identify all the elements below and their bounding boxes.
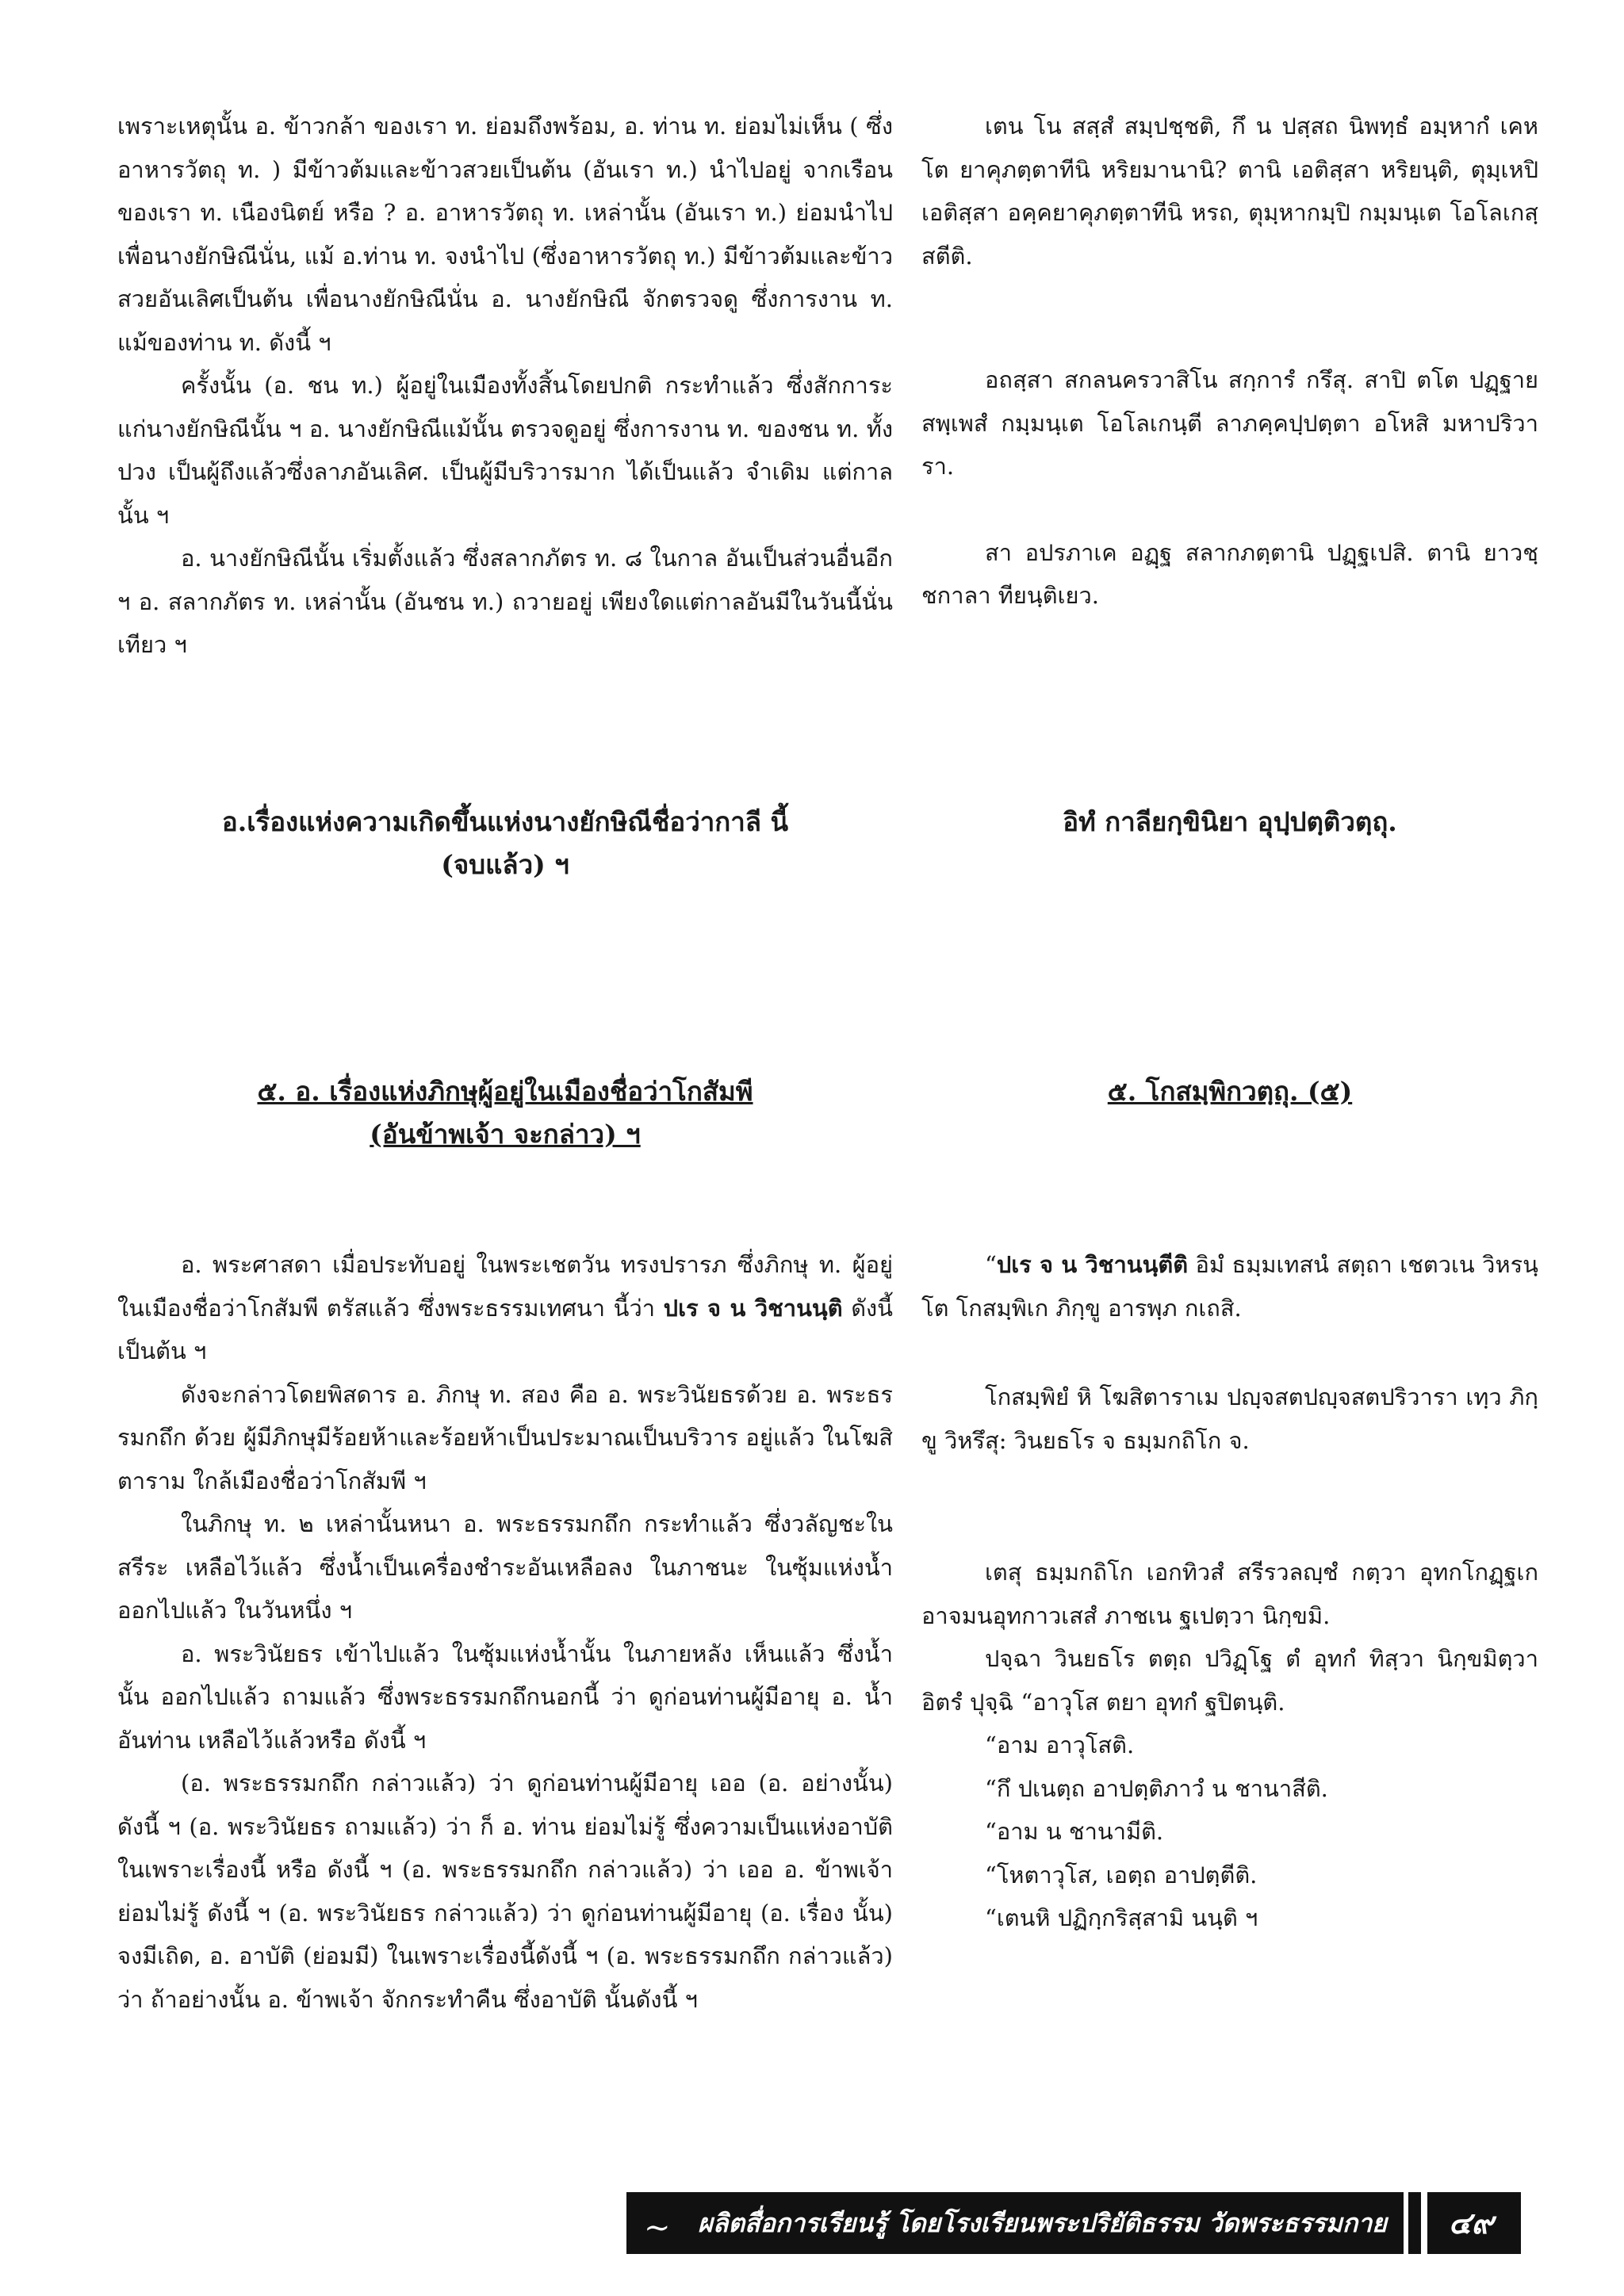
- left-column-bottom: [117, 1243, 893, 2021]
- dialogue-line: “เตนหิ ปฏิกฺกริสฺสามิ นนฺติ ฯ: [985, 1904, 1258, 1931]
- dialogue-line: “อาม อาวุโสติ.: [985, 1732, 1135, 1758]
- page-number: ๔๙: [1448, 2205, 1494, 2241]
- right-paragraph: โกสมฺพิยํ หิ โฆสิตาราเม ปญฺจสตปญฺจสตปริวารา เทฺว ภิกฺขู วิหรึสุ: วินยธโร จ ธมฺมกถิโก จ.: [921, 1383, 1538, 1454]
- swirl-icon: ∼: [644, 2210, 671, 2246]
- left-paragraph: ครั้งนั้น (อ. ชน ท.) ผู้อยู่ในเมืองทั้งสิ้นโดยปกติ กระทำแล้ว ซึ่งสักการะ แก่นางยักษิณีนั้น ฯ อ. นางยักษิณีแม้นั้น ตรวจดูอยู่ ซึ่งการงาน ท. ของชน ท. ทั้งปวง เป็นผู้ถึงแล้วซึ่งลาภอันเลิศ. เป็นผู้มีบริวารมาก ได้เป็นแล้ว จำเดิม แต่กาลนั้น ฯ: [117, 372, 893, 529]
- pali-story-end-heading: [921, 801, 1538, 844]
- heading-line: (จบแล้ว) ฯ: [441, 849, 569, 880]
- left-paragraph: เพราะเหตุนั้น อ. ข้าวกล้า ของเรา ท. ย่อมถึงพร้อม, อ. ท่าน ท. ย่อมไม่เห็น ( ซึ่งอาหารวัตถุ ท. ) มีข้าวต้มและข้าวสวยเป็นต้น (อันเรา ท.) นำไปอยู่ จากเรือน ของเรา ท. เนืองนิตย์ หรือ ? อ. อาหารวัตถุ ท. เหล่านั้น (อันเรา ท.) ย่อมนำไป เพื่อนางยักษิณีนั่น, แม้ อ.ท่าน ท. จงนำไป (ซึ่งอาหารวัตถุ ท.) มีข้าวต้มและข้าวสวยอันเลิศเป็นต้น เพื่อนางยักษิณีนั่น อ. นางยักษิณี จักตรวจดู ซึ่งการงาน ท. แม้ของท่าน ท. ดังนี้ ฯ: [117, 113, 893, 356]
- right-column-top: [921, 105, 1538, 618]
- left-paragraph: ในภิกษุ ท. ๒ เหล่านั้นหนา อ. พระธรรมกถึก กระทำแล้ว ซึ่งวลัญชะในสรีระ เหลือไว้แล้ว ซึ่งน้ำเป็นเครื่องชำระอันเหลือลง ในภาชนะ ในซุ้มแห่งน้ำ ออกไปแล้ว ในวันหนึ่ง ฯ: [117, 1510, 893, 1624]
- right-paragraph: เตน โน สสฺสํ สมฺปชฺชติ, กึ น ปสฺสถ นิพทฺธํ อมฺหากํ เคหโต ยาคุภตฺตาทีนิ หริยมานานิ? ตานิ เอติสฺสา หริยนฺติ, ตุมฺเหปิ เอติสฺสา อคฺคยาคุภตฺตาทีนิ หรถ, ตุมฺหากมฺปิ กมฺมนฺเต โอโลเกสฺสตีติ.: [921, 113, 1538, 270]
- right-paragraph: เตสุ ธมฺมกถิโก เอกทิวสํ สรีรวลญฺชํ กตฺวา อุทกโกฏฺฐเก อาจมนอุทกาวเสสํ ภาชเน ฐเปตฺวา นิกฺขมิ.: [921, 1559, 1538, 1629]
- dialogue-line: “โหตาวุโส, เอตฺถ อาปตฺตีติ.: [985, 1861, 1258, 1888]
- right-paragraph: “ปเร จ น วิชานนฺตีติ อิมํ ธมฺมเทสนํ สตฺถา เชตวเน วิหรนฺโต โกสมฺพิเก ภิกฺขู อารพฺภ กเถสิ.: [921, 1251, 1538, 1322]
- pali-section-heading: [921, 1070, 1538, 1113]
- heading-line: (อันข้าพเจ้า จะกล่าว) ฯ: [370, 1119, 641, 1150]
- story-end-heading: [117, 801, 893, 886]
- right-paragraph: อถสฺสา สกลนครวาสิโน สกฺการํ กรึสุ. สาปิ ตโต ปฏฺฐาย สพฺเพสํ กมฺมนฺเต โอโลเกนฺตี ลาภคฺคปฺปตฺตา อโหสิ มหาปริวารา.: [921, 366, 1538, 480]
- section-heading: [117, 1070, 893, 1156]
- left-paragraph: อ. พระศาสดา เมื่อประทับอยู่ ในพระเชตวัน ทรงปรารภ ซึ่งภิกษุ ท. ผู้อยู่ในเมืองชื่อว่าโกสัมพี ตรัสแล้ว ซึ่งพระธรรมเทศนา นี้ว่า ปเร จ น วิชานนฺติ ดังนี้เป็นต้น ฯ: [117, 1251, 894, 1364]
- left-paragraph: (อ. พระธรรมกถึก กล่าวแล้ว) ว่า ดูก่อนท่านผู้มีอายุ เออ (อ. อย่างนั้น) ดังนี้ ฯ (อ. พระวินัยธร ถามแล้ว) ว่า ก็ อ. ท่าน ย่อมไม่รู้ ซึ่งความเป็นแห่งอาบัติ ในเพราะเรื่องนี้ หรือ ดังนี้ ฯ (อ. พระธรรมกถึก กล่าวแล้ว) ว่า เออ อ. ข้าพเจ้า ย่อมไม่รู้ ดังนี้ ฯ (อ. พระวินัยธร กล่าวแล้ว) ว่า ดูก่อนท่านผู้มีอายุ (อ. เรื่อง นั้น) จงมีเถิด, อ. อาบัติ (ย่อมมี) ในเพราะเรื่องนี้ดังนี้ ฯ (อ. พระธรรมกถึก กล่าวแล้ว) ว่า ถ้าอย่างนั้น อ. ข้าพเจ้า จักกระทำคืน ซึ่งอาบัติ นั้นดังนี้ ฯ: [117, 1770, 893, 2013]
- left-paragraph: อ. พระวินัยธร เข้าไปแล้ว ในซุ้มแห่งน้ำนั้น ในภายหลัง เห็นแล้ว ซึ่งน้ำนั้น ออกไปแล้ว ถามแล้ว ซึ่งพระธรรมกถึกนอกนี้ ว่า ดูก่อนท่านผู้มีอายุ อ. น้ำ อันท่าน เหลือไว้แล้วหรือ ดังนี้ ฯ: [117, 1640, 893, 1754]
- footer-divider: [1404, 2192, 1408, 2254]
- heading-line: อิทํ กาลียกฺขินิยา อุปฺปตฺติวตฺถุ.: [1063, 806, 1397, 837]
- heading-line: อ.เรื่องแห่งความเกิดขึ้นแห่งนางยักษิณีชื่อว่ากาลี นี้: [221, 806, 789, 837]
- left-paragraph: ดังจะกล่าวโดยพิสดาร อ. ภิกษุ ท. สอง คือ อ. พระวินัยธรด้วย อ. พระธรรมกถึก ด้วย ผู้มีภิกษุมีร้อยห้าและร้อยห้าเป็นประมาณเป็นบริวาร อยู่แล้ว ในโฆสิตาราม ใกล้เมืองชื่อว่าโกสัมพี ฯ: [117, 1380, 893, 1494]
- dialogue-line: “อาม น ชานามีติ.: [985, 1818, 1164, 1845]
- heading-line: ๕. โกสมฺพิกวตฺถุ. (๕): [1107, 1076, 1353, 1107]
- heading-line: ๕. อ. เรื่องแห่งภิกษุผู้อยู่ในเมืองชื่อว่าโกสัมพี: [257, 1076, 753, 1107]
- left-column-top: [117, 105, 893, 667]
- footer-text: ผลิตสื่อการเรียนรู้ โดยโรงเรียนพระปริยัติธรรม วัดพระธรรมกาย: [698, 2208, 1387, 2238]
- right-paragraph: ปจฺฉา วินยธโร ตตฺถ ปวิฏฺโฐ ตํ อุทกํ ทิสฺวา นิกฺขมิตฺวา อิตรํ ปุจฺฉิ “อาวุโส ตยา อุทกํ ฐปิตนฺติ.: [921, 1645, 1538, 1716]
- dialogue-line: “กึ ปเนตฺถ อาปตฺติภาวํ น ชานาสีติ.: [985, 1774, 1328, 1802]
- right-paragraph: สา อปรภาเค อฏฺฐ สลากภตฺตานิ ปฏฺฐเปสิ. ตานิ ยาวชฺชกาลา ทียนฺติเยว.: [921, 538, 1538, 609]
- right-column-bottom: [921, 1243, 1538, 1940]
- left-paragraph: อ. นางยักษิณีนั้น เริ่มตั้งแล้ว ซึ่งสลากภัตร ท. ๘ ในกาล อันเป็นส่วนอื่นอีก ฯ อ. สลากภัตร ท. เหล่านั้น (อันชน ท.) ถวายอยู่ เพียงใดแต่กาลอันมีในวันนี้นั่นเทียว ฯ: [117, 545, 893, 658]
